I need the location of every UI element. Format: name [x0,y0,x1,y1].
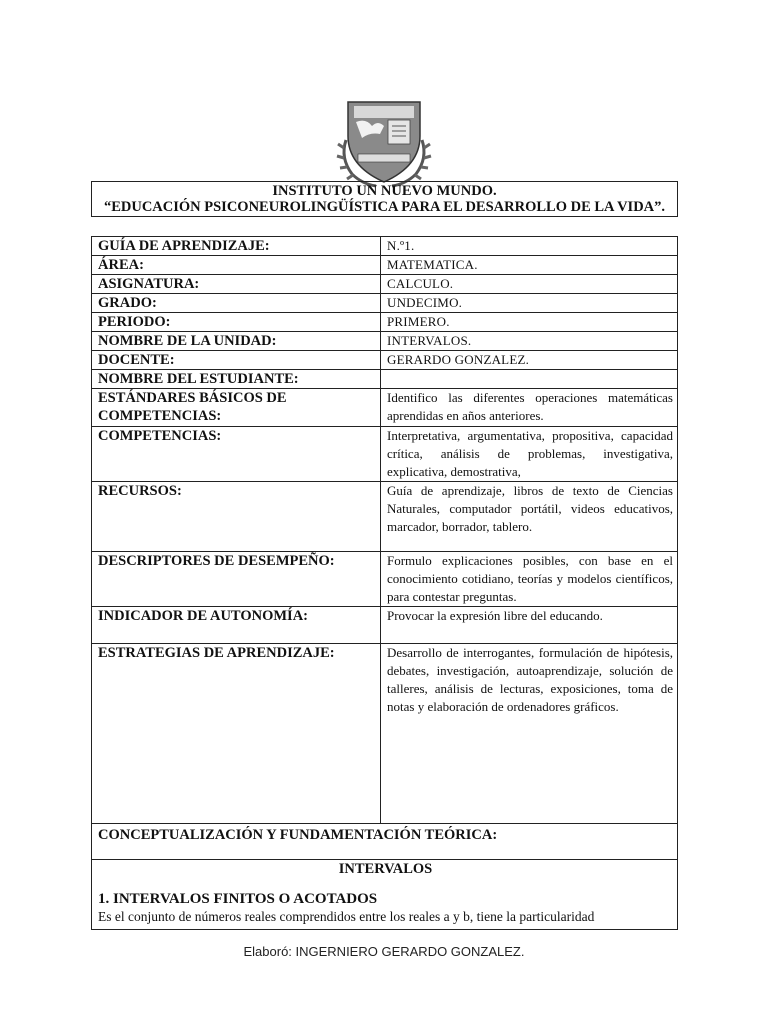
table-row [92,552,678,607]
table-row [92,237,678,256]
row-label: ESTRATEGIAS DE APRENDIZAJE: [92,644,381,824]
row-label: GUÍA DE APRENDIZAJE: [92,237,381,256]
footer-credit: Elaboró: INGERNIERO GERARDO GONZALEZ. [243,944,525,959]
row-value: Identifico las diferentes operaciones matemáticas aprendidas en años anteriores. [381,389,678,427]
row-label: INDICADOR DE AUTONOMÍA: [92,607,381,644]
table-row [92,294,678,313]
row-label: NOMBRE DEL ESTUDIANTE: [92,370,381,389]
institute-motto: “EDUCACIÓN PSICONEUROLINGÜÍSTICA PARA EL DESARROLLO DE LA VIDA”. [103,199,666,215]
institute-crest-logo [332,96,436,190]
table-row [92,313,678,332]
table-row [92,644,678,824]
row-value: Interpretativa, argumentativa, propositiva, capacidad crítica, análisis de problemas, investigativa, explicativa, demostrativa, [381,427,678,482]
student-name-field[interactable] [381,370,678,389]
row-value: Guía de aprendizaje, libros de texto de Ciencias Naturales, computador portátil, videos educativos, marcador, borrador, tablero. [381,482,678,552]
learning-guide-table [91,236,678,930]
section-text: Es el conjunto de números reales comprendidos entre los reales a y b, tiene la particularidad [98,909,595,924]
table-row [92,275,678,294]
section-subheading: 1. INTERVALOS FINITOS O ACOTADOS [98,891,378,907]
row-value: UNDECIMO. [381,294,678,313]
row-value: INTERVALOS. [381,332,678,351]
row-label: COMPETENCIAS: [92,427,381,482]
row-label: RECURSOS: [92,482,381,552]
conceptual-heading: CONCEPTUALIZACIÓN Y FUNDAMENTACIÓN TEÓRICA: [92,824,678,860]
row-value: MATEMATICA. [381,256,678,275]
row-label: GRADO: [92,294,381,313]
row-label: ÁREA: [92,256,381,275]
row-value: GERARDO GONZALEZ. [381,351,678,370]
row-value: N.º1. [381,237,678,256]
row-value: CALCULO. [381,275,678,294]
table-row [92,370,678,389]
table-row [92,482,678,552]
row-label: ESTÁNDARES BÁSICOS DE COMPETENCIAS: [92,389,381,427]
institute-header [91,181,678,217]
table-row [92,332,678,351]
row-value: Formulo explicaciones posibles, con base en el conocimiento cotidiano, teorías y modelos científicos, para contestar preguntas. [381,552,678,607]
row-label: ASIGNATURA: [92,275,381,294]
table-row [92,607,678,644]
conceptual-content [92,860,678,930]
row-label: DOCENTE: [92,351,381,370]
row-value: PRIMERO. [381,313,678,332]
table-row [92,389,678,427]
row-value: Provocar la expresión libre del educando. [381,607,678,644]
section-title: INTERVALOS [338,861,433,877]
institute-name: INSTITUTO UN NUEVO MUNDO. [272,183,497,199]
row-label: NOMBRE DE LA UNIDAD: [92,332,381,351]
row-value: Desarrollo de interrogantes, formulación de hipótesis, debates, investigación, autoaprendizaje, solución de talleres, análisis de lecturas, exposiciones, toma de notas y elaboración de ordenadores gráficos. [381,644,678,824]
table-row [92,351,678,370]
table-row [92,427,678,482]
row-label: DESCRIPTORES DE DESEMPEÑO: [92,552,381,607]
table-row [92,860,678,930]
table-row [92,256,678,275]
row-label: PERIODO: [92,313,381,332]
table-row [92,824,678,860]
